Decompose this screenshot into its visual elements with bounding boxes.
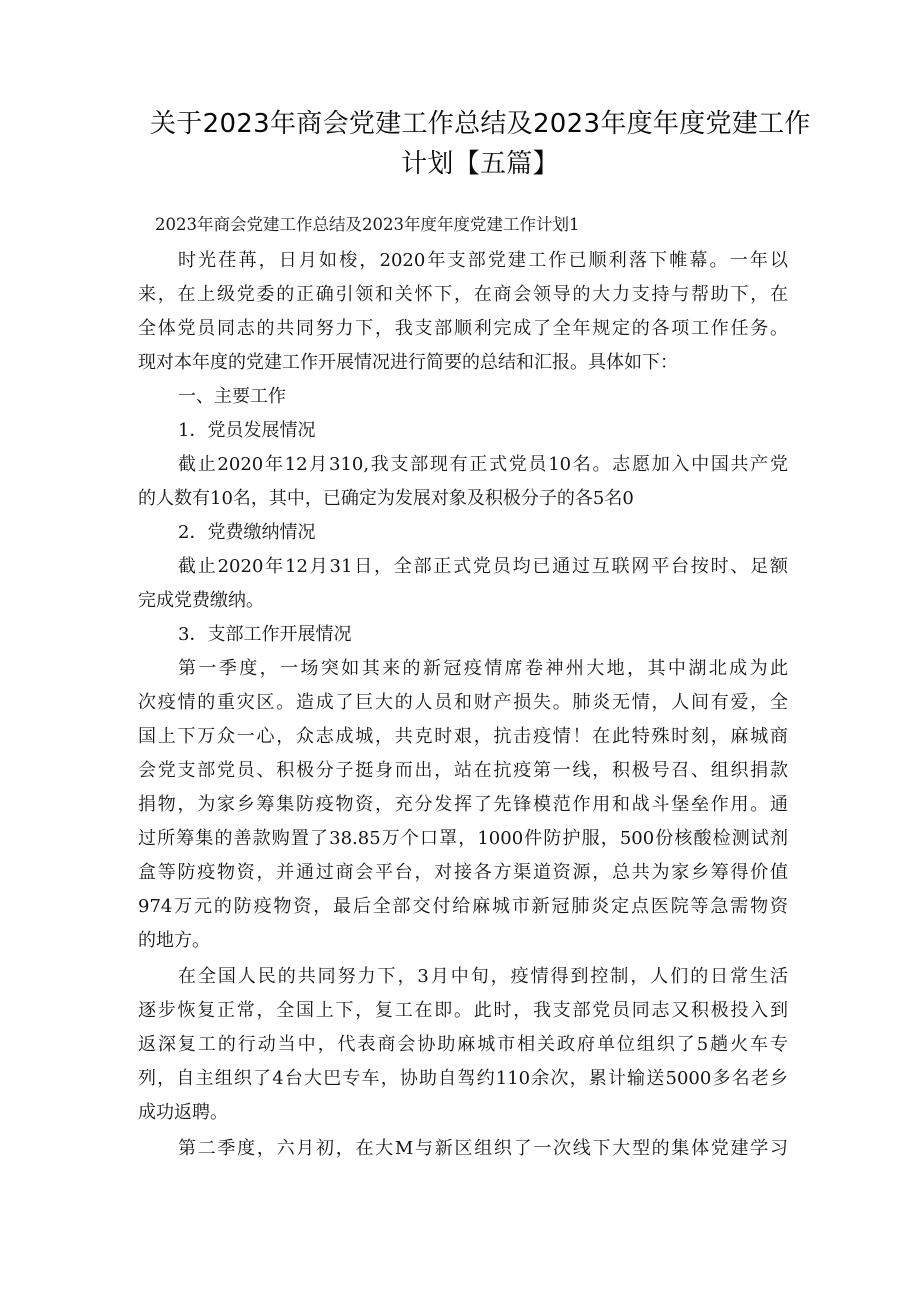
section-heading: 一、主要工作: [178, 386, 286, 407]
paragraph-line: 逐步恢复正常，全国上下，复工在即。此时，我支部党员同志又积极投入到: [138, 1000, 788, 1021]
subsection-heading: 1．党员发展情况: [178, 420, 316, 441]
title-line-1: 关于2023年商会党建工作总结及2023年度年度党建工作: [150, 109, 811, 139]
paragraph-line: 来，在上级党委的正确引领和关怀下，在商会领导的大力支持与帮助下，在: [138, 284, 788, 305]
paragraph-line: 全体党员同志的共同努力下，我支部顺利完成了全年规定的各项工作任务。: [138, 318, 788, 339]
paragraph-line: 在全国人民的共同努力下，3月中旬，疫情得到控制，人们的日常生活: [178, 966, 788, 987]
paragraph-line: 截止2020年12月31日，全部正式党员均已通过互联网平台按时、足额: [178, 556, 788, 577]
paragraph-line: 第二季度，六月初，在大M与新区组织了一次线下大型的集体党建学习: [178, 1138, 788, 1159]
subsection-heading: 2．党费缴纳情况: [178, 522, 316, 543]
paragraph-line: 现对本年度的党建工作开展情况进行简要的总结和汇报。具体如下：: [138, 352, 678, 373]
paragraph-line: 捐物，为家乡筹集防疫物资，充分发挥了先锋模范作用和战斗堡垒作用。通: [138, 794, 788, 815]
paragraph-line: 次疫情的重灾区。造成了巨大的人员和财产损失。肺炎无情，人间有爱，全: [138, 692, 788, 713]
paragraph-line: 时光荏苒，日月如梭，2020年支部党建工作已顺利落下帷幕。一年以: [178, 250, 788, 271]
paragraph-line: 会党支部党员、积极分子挺身而出，站在抗疫第一线，积极号召、组织捐款: [138, 760, 788, 781]
document-body: [138, 244, 788, 1166]
paragraph-line: 974万元的防疫物资，最后全部交付给麻城市新冠肺炎定点医院等急需物资: [138, 896, 788, 917]
paragraph-line: 返深复工的行动当中，代表商会协助麻城市相关政府单位组织了5趟火车专: [138, 1034, 788, 1055]
paragraph-line: 完成党费缴纳。: [138, 590, 264, 611]
subsection-heading: 3．支部工作开展情况: [178, 624, 352, 645]
paragraph-line: 截止2020年12月310,我支部现有正式党员10名。志愿加入中国共产党: [178, 454, 788, 475]
document-title: [150, 104, 810, 184]
paragraph-line: 的地方。: [138, 930, 210, 951]
paragraph-line: 的人数有10名，其中，已确定为发展对象及积极分子的各5名0: [138, 488, 634, 509]
title-line-2: 计划【五篇】: [401, 149, 559, 179]
paragraph-line: 第一季度，一场突如其来的新冠疫情席卷神州大地，其中湖北成为此: [178, 658, 788, 679]
paragraph-line: 成功返聘。: [138, 1102, 228, 1123]
paragraph-line: 国上下万众一心，众志成城，共克时艰，抗击疫情！在此特殊时刻，麻城商: [138, 726, 788, 747]
section-subtitle: 2023年商会党建工作总结及2023年度年度党建工作计划1: [155, 215, 580, 234]
paragraph-line: 过所筹集的善款购置了38.85万个口罩，1000件防护服，500份核酸检测试剂: [138, 828, 788, 849]
paragraph-line: 列，自主组织了4台大巴专车，协助自驾约110余次，累计输送5000多名老乡: [138, 1068, 788, 1089]
paragraph-line: 盒等防疫物资，并通过商会平台，对接各方渠道资源，总共为家乡筹得价值: [138, 862, 788, 883]
